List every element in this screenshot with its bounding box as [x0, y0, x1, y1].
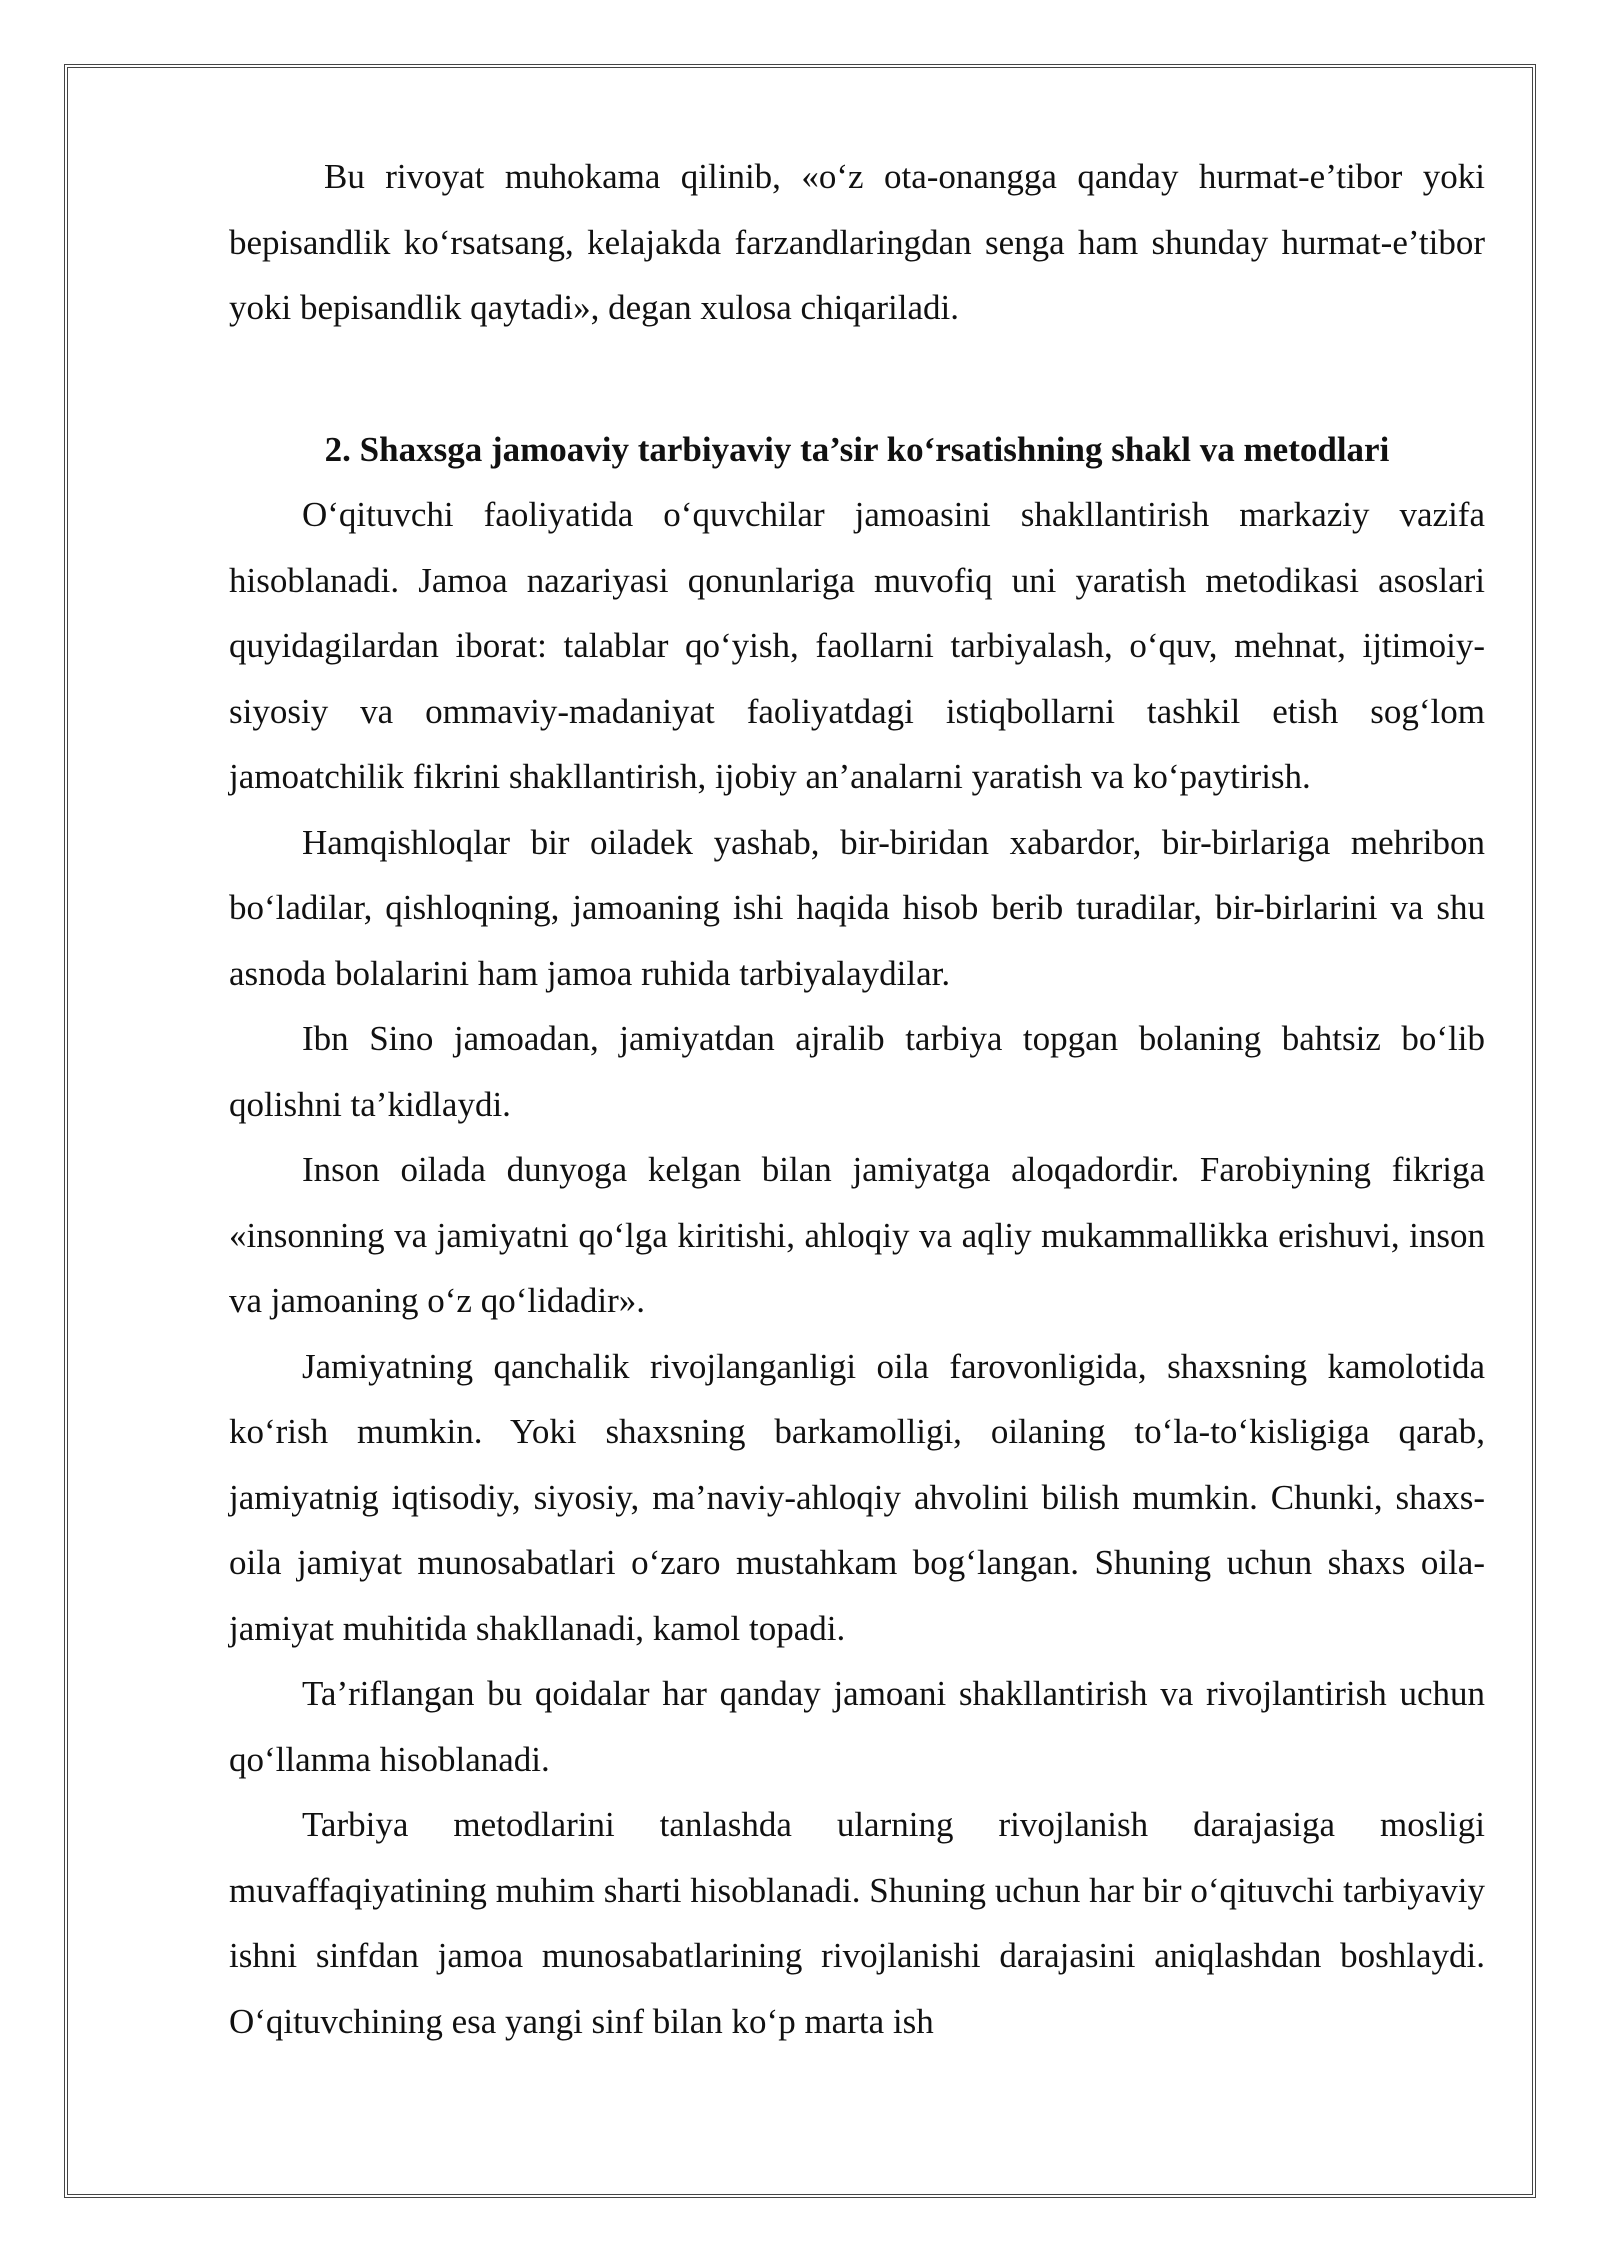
body-paragraph: Ibn Sino jamoadan, jamiyatdan ajralib tarbiya topgan bolaning bahtsiz bo‘lib qolishni ta’kidlaydi. [229, 1019, 1485, 1124]
body-paragraph: Ta’riflangan bu qoidalar har qanday jamoani shakllantirish va rivojlantirish uchun qo‘llanma hisoblanadi. [229, 1674, 1485, 1779]
body-paragraph: Inson oilada dunyoga kelgan bilan jamiyatga aloqadordir. Farobiyning fikriga «insonning va jamiyatni qo‘lga kiritishi, ahloqiy va aqliy mukammallikka erishuvi, inson va jamoaning o‘z qo‘lidadir». [229, 1150, 1485, 1320]
intro-paragraph: Bu rivoyat muhokama qilinib, «o‘z ota-onangga qanday hurmat-e’tibor yoki bepisandlik ko‘rsatsang, kelajakda farzandlaringdan senga ham shunday hurmat-e’tibor yoki bepisandlik qaytadi», degan xulosa chiqariladi. [229, 157, 1485, 327]
body-paragraph: Tarbiya metodlarini tanlashda ularning rivojlanish darajasiga mosligi muvaffaqiyatining muhim sharti hisoblanadi. Shuning uchun har bir o‘qituvchi tarbiyaviy ishni sinfdan jamoa munosabatlarining rivojlanishi darajasini aniqlashdan boshlaydi. O‘qituvchining esa yangi sinf bilan ko‘p marta ish [229, 1805, 1485, 2041]
body-paragraph: O‘qituvchi faoliyatida o‘quvchilar jamoasini shakllantirish markaziy vazifa hisoblanadi. Jamoa nazariyasi qonunlariga muvofiq uni yaratish metodikasi asoslari quyidagilardan iborat: talablar qo‘yish, faollarni tarbiyalash, o‘quv, mehnat, ijtimoiy-siyosiy va ommaviy-madaniyat faoliyatdagi istiqbollarni tashkil etish sog‘lom jamoatchilik fikrini shakllantirish, ijobiy an’analarni yaratish va ko‘paytirish. [229, 495, 1485, 796]
body-paragraph: Hamqishloqlar bir oiladek yashab, bir-biridan xabardor, bir-birlariga mehribon bo‘ladilar, qishloqning, jamoaning ishi haqida hisob berib turadilar, bir-birlarini va shu asnoda bolalarini ham jamoa ruhida tarbiyalaydilar. [229, 822, 1485, 993]
document-body [229, 144, 1485, 2054]
body-paragraph: Jamiyatning qanchalik rivojlanganligi oila farovonligida, shaxsning kamolotida ko‘rish mumkin. Yoki shaxsning barkamolligi, oilaning to‘la-to‘kisligiga qarab, jamiyatnig iqtisodiy, siyosiy, ma’naviy-ahloqiy ahvolini bilish mumkin. Chunki, shaxs-oila jamiyat munosabatlari o‘zaro mustahkam bog‘langan. Shuning uchun shaxs oila-jamiyat muhitida shakllanadi, kamol topadi. [229, 1346, 1485, 1648]
section-heading: 2. Shaxsga jamoaviy tarbiyaviy ta’sir ko‘rsatishning shakl va metodlari [324, 429, 1390, 469]
